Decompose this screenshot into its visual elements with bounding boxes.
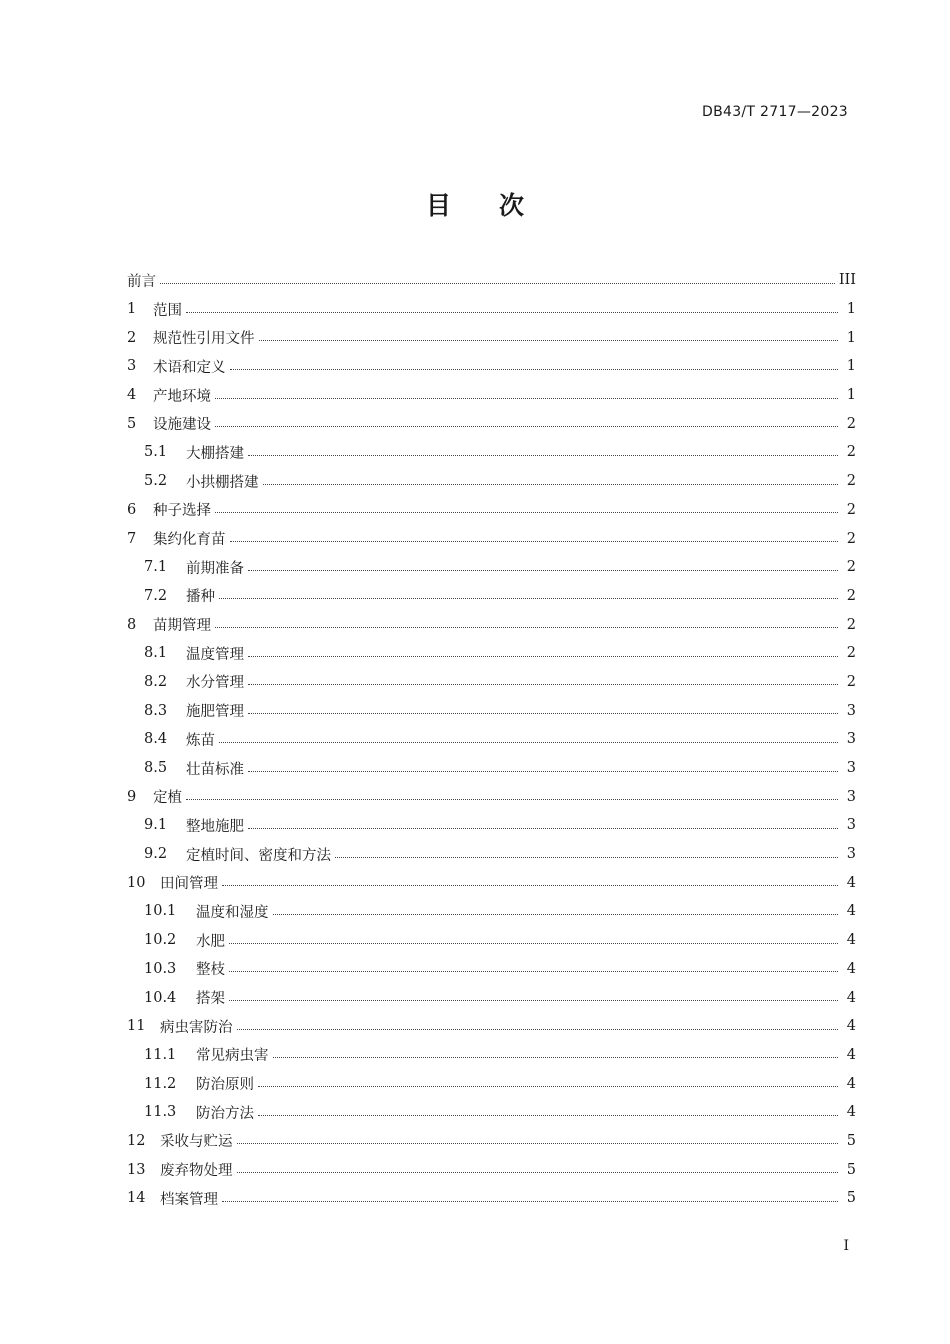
toc-entry-page: 2 [846, 645, 856, 662]
toc-entry-page: 4 [846, 960, 856, 977]
toc-entry-page: 3 [846, 788, 856, 805]
toc-entry-label: 播种 [186, 589, 215, 606]
toc-entry-label: 定植时间、密度和方法 [186, 847, 331, 864]
toc-entry-number: 11.3 [144, 1104, 177, 1121]
toc-entry-number: 10 [127, 874, 146, 891]
toc-leader-dots [237, 1172, 839, 1173]
toc-leader-dots [229, 943, 838, 944]
toc-entry-page: 4 [846, 903, 856, 920]
toc-leader-dots [215, 398, 838, 399]
toc-entry[interactable] [127, 553, 856, 582]
toc-entry-number: 9.1 [144, 817, 168, 834]
toc-entry-page: 4 [846, 1104, 856, 1121]
toc-entry[interactable] [127, 1155, 856, 1184]
toc-entry-label: 前言 [127, 273, 156, 290]
toc-entry-label: 术语和定义 [153, 359, 226, 376]
toc-entry-number: 2 [127, 329, 137, 346]
toc-entry-label: 水分管理 [186, 675, 244, 692]
toc-entry-number: 11.1 [144, 1046, 177, 1063]
toc-entry[interactable] [127, 409, 856, 438]
toc-entry-label: 整枝 [196, 962, 225, 979]
toc-leader-dots [263, 484, 839, 485]
toc-entry-number: 4 [127, 387, 137, 404]
toc-leader-dots [219, 742, 838, 743]
toc-entry[interactable] [127, 1069, 856, 1098]
toc-leader-dots [229, 971, 838, 972]
toc-entry[interactable] [127, 983, 856, 1012]
toc-entry[interactable] [127, 438, 856, 467]
toc-leader-dots [248, 771, 838, 772]
toc-entry-page: 2 [846, 559, 856, 576]
toc-entry[interactable] [127, 323, 856, 352]
toc-leader-dots [248, 656, 838, 657]
toc-entry[interactable] [127, 897, 856, 926]
toc-entry-label: 苗期管理 [153, 618, 211, 635]
toc-leader-dots [248, 713, 838, 714]
toc-leader-dots [248, 570, 838, 571]
toc-entry-page: 3 [846, 846, 856, 863]
toc-entry-number: 8.2 [144, 673, 168, 690]
page-number: I [843, 1238, 849, 1254]
toc-entry[interactable] [127, 782, 856, 811]
toc-entry-label: 温度和湿度 [196, 904, 269, 921]
toc-entry-number: 10.2 [144, 932, 177, 949]
toc-leader-dots [248, 455, 838, 456]
toc-entry-label: 壮苗标准 [186, 761, 244, 778]
toc-entry[interactable] [127, 955, 856, 984]
toc-entry-label: 前期准备 [186, 560, 244, 577]
toc-entry-number: 10.3 [144, 960, 177, 977]
toc-entry[interactable] [127, 1127, 856, 1156]
toc-entry-label: 小拱棚搭建 [186, 474, 259, 491]
toc-entry-page: 5 [846, 1132, 856, 1149]
toc-entry-label: 施肥管理 [186, 704, 244, 721]
toc-entry-page: 1 [846, 387, 856, 404]
toc-leader-dots [230, 369, 839, 370]
toc-entry-page: 3 [846, 702, 856, 719]
toc-entry[interactable] [127, 496, 856, 525]
toc-leader-dots [237, 1029, 839, 1030]
toc-leader-dots [248, 684, 838, 685]
toc-entry-label: 定植 [153, 790, 182, 807]
toc-entry-number: 9 [127, 788, 137, 805]
toc-entry-page: 2 [846, 587, 856, 604]
toc-entry-number: 8.5 [144, 760, 168, 777]
toc-leader-dots [186, 312, 838, 313]
toc-entry-number: 1 [127, 301, 137, 318]
toc-entry-number: 8.3 [144, 702, 168, 719]
toc-entry-number: 9.2 [144, 846, 168, 863]
toc-entry[interactable] [127, 1041, 856, 1070]
toc-entry-number: 10.4 [144, 989, 177, 1006]
toc-entry-page: 1 [846, 358, 856, 375]
toc-entry-page: 2 [846, 616, 856, 633]
toc-entry-label: 废弃物处理 [160, 1163, 233, 1180]
toc-entry-page: 4 [846, 989, 856, 1006]
toc-entry-label: 整地施肥 [186, 818, 244, 835]
toc-leader-dots [222, 885, 838, 886]
toc-entry-number: 5 [127, 415, 137, 432]
toc-entry-number: 8 [127, 616, 137, 633]
toc-leader-dots [230, 541, 839, 542]
toc-entry[interactable] [127, 754, 856, 783]
toc-entry-number: 13 [127, 1161, 146, 1178]
toc-entry-label: 炼苗 [186, 732, 215, 749]
toc-entry-label: 规范性引用文件 [153, 331, 255, 348]
toc-entry-page: 2 [846, 444, 856, 461]
toc-entry-number: 7.2 [144, 587, 168, 604]
toc-leader-dots [222, 1201, 838, 1202]
toc-leader-dots [259, 340, 839, 341]
toc-entry-page: 3 [846, 760, 856, 777]
toc-entry[interactable] [127, 610, 856, 639]
toc-entry-number: 10.1 [144, 903, 177, 920]
toc-entry[interactable] [127, 582, 856, 611]
toc-entry[interactable] [127, 266, 856, 295]
toc-leader-dots [273, 914, 839, 915]
toc-entry[interactable] [127, 1184, 856, 1213]
toc-entry-number: 5.2 [144, 473, 168, 490]
toc-entry-label: 常见病虫害 [196, 1048, 269, 1065]
toc-entry-number: 8.4 [144, 731, 168, 748]
toc-entry[interactable] [127, 926, 856, 955]
toc-entry-number: 12 [127, 1132, 146, 1149]
toc-entry[interactable] [127, 639, 856, 668]
toc-entry-number: 8.1 [144, 645, 168, 662]
toc-entry-page: 2 [846, 473, 856, 490]
toc-entry-page: 2 [846, 415, 856, 432]
toc-leader-dots [219, 598, 838, 599]
toc-entry-number: 14 [127, 1190, 146, 1207]
toc-entry-number: 11 [127, 1018, 146, 1035]
toc-entry[interactable] [127, 381, 856, 410]
toc-entry-number: 11.2 [144, 1075, 177, 1092]
toc-leader-dots [273, 1057, 839, 1058]
toc-entry-label: 病虫害防治 [160, 1019, 233, 1036]
toc-entry-label: 种子选择 [153, 503, 211, 520]
page-title: 目次 [425, 191, 572, 220]
toc-entry-page: 2 [846, 530, 856, 547]
toc-leader-dots [215, 512, 838, 513]
toc-entry-label: 防治原则 [196, 1077, 254, 1094]
toc-entry-page: 4 [846, 932, 856, 949]
toc-entry[interactable] [127, 524, 856, 553]
toc-entry-page: 4 [846, 1018, 856, 1035]
toc-entry[interactable] [127, 811, 856, 840]
toc-entry-label: 档案管理 [160, 1191, 218, 1208]
toc-entry[interactable] [127, 840, 856, 869]
toc-entry-label: 田间管理 [160, 876, 218, 893]
toc-entry-page: III [838, 272, 856, 289]
toc-leader-dots [186, 799, 838, 800]
toc-entry[interactable] [127, 868, 856, 897]
toc-entry-page: 5 [846, 1161, 856, 1178]
toc-leader-dots [160, 283, 835, 284]
toc-entry[interactable] [127, 467, 856, 496]
toc-entry-page: 1 [846, 301, 856, 318]
toc-entry[interactable] [127, 295, 856, 324]
toc-entry-page: 3 [846, 817, 856, 834]
toc-entry-page: 2 [846, 501, 856, 518]
toc-leader-dots [215, 627, 838, 628]
toc-leader-dots [258, 1115, 838, 1116]
toc-leader-dots [258, 1086, 838, 1087]
toc-entry-label: 产地环境 [153, 388, 211, 405]
toc-entry-page: 1 [846, 329, 856, 346]
toc-entry-number: 6 [127, 501, 137, 518]
toc-leader-dots [248, 828, 838, 829]
toc-entry-page: 3 [846, 731, 856, 748]
toc-entry-label: 搭架 [196, 991, 225, 1008]
toc-entry-number: 3 [127, 358, 137, 375]
toc-entry-label: 水肥 [196, 933, 225, 950]
toc-entry-number: 7 [127, 530, 137, 547]
toc-entry[interactable] [127, 352, 856, 381]
toc-entry-label: 范围 [153, 302, 182, 319]
toc-entry-number: 7.1 [144, 559, 168, 576]
table-of-contents [127, 266, 856, 1213]
toc-leader-dots [229, 1000, 838, 1001]
toc-leader-dots [237, 1143, 839, 1144]
toc-entry[interactable] [127, 1098, 856, 1127]
toc-entry-label: 大棚搭建 [186, 445, 244, 462]
toc-leader-dots [335, 857, 838, 858]
toc-entry[interactable] [127, 668, 856, 697]
toc-entry-page: 4 [846, 1046, 856, 1063]
toc-entry[interactable] [127, 696, 856, 725]
toc-entry-label: 温度管理 [186, 646, 244, 663]
document-code: DB43/T 2717—2023 [702, 104, 848, 120]
toc-entry-page: 5 [846, 1190, 856, 1207]
toc-entry-label: 采收与贮运 [160, 1134, 233, 1151]
toc-entry-label: 集约化育苗 [153, 532, 226, 549]
toc-entry-page: 4 [846, 1075, 856, 1092]
toc-leader-dots [215, 426, 838, 427]
toc-entry-page: 4 [846, 874, 856, 891]
toc-entry[interactable] [127, 1012, 856, 1041]
toc-entry-page: 2 [846, 673, 856, 690]
toc-entry-label: 设施建设 [153, 417, 211, 434]
toc-entry[interactable] [127, 725, 856, 754]
toc-entry-number: 5.1 [144, 444, 168, 461]
toc-entry-label: 防治方法 [196, 1105, 254, 1122]
